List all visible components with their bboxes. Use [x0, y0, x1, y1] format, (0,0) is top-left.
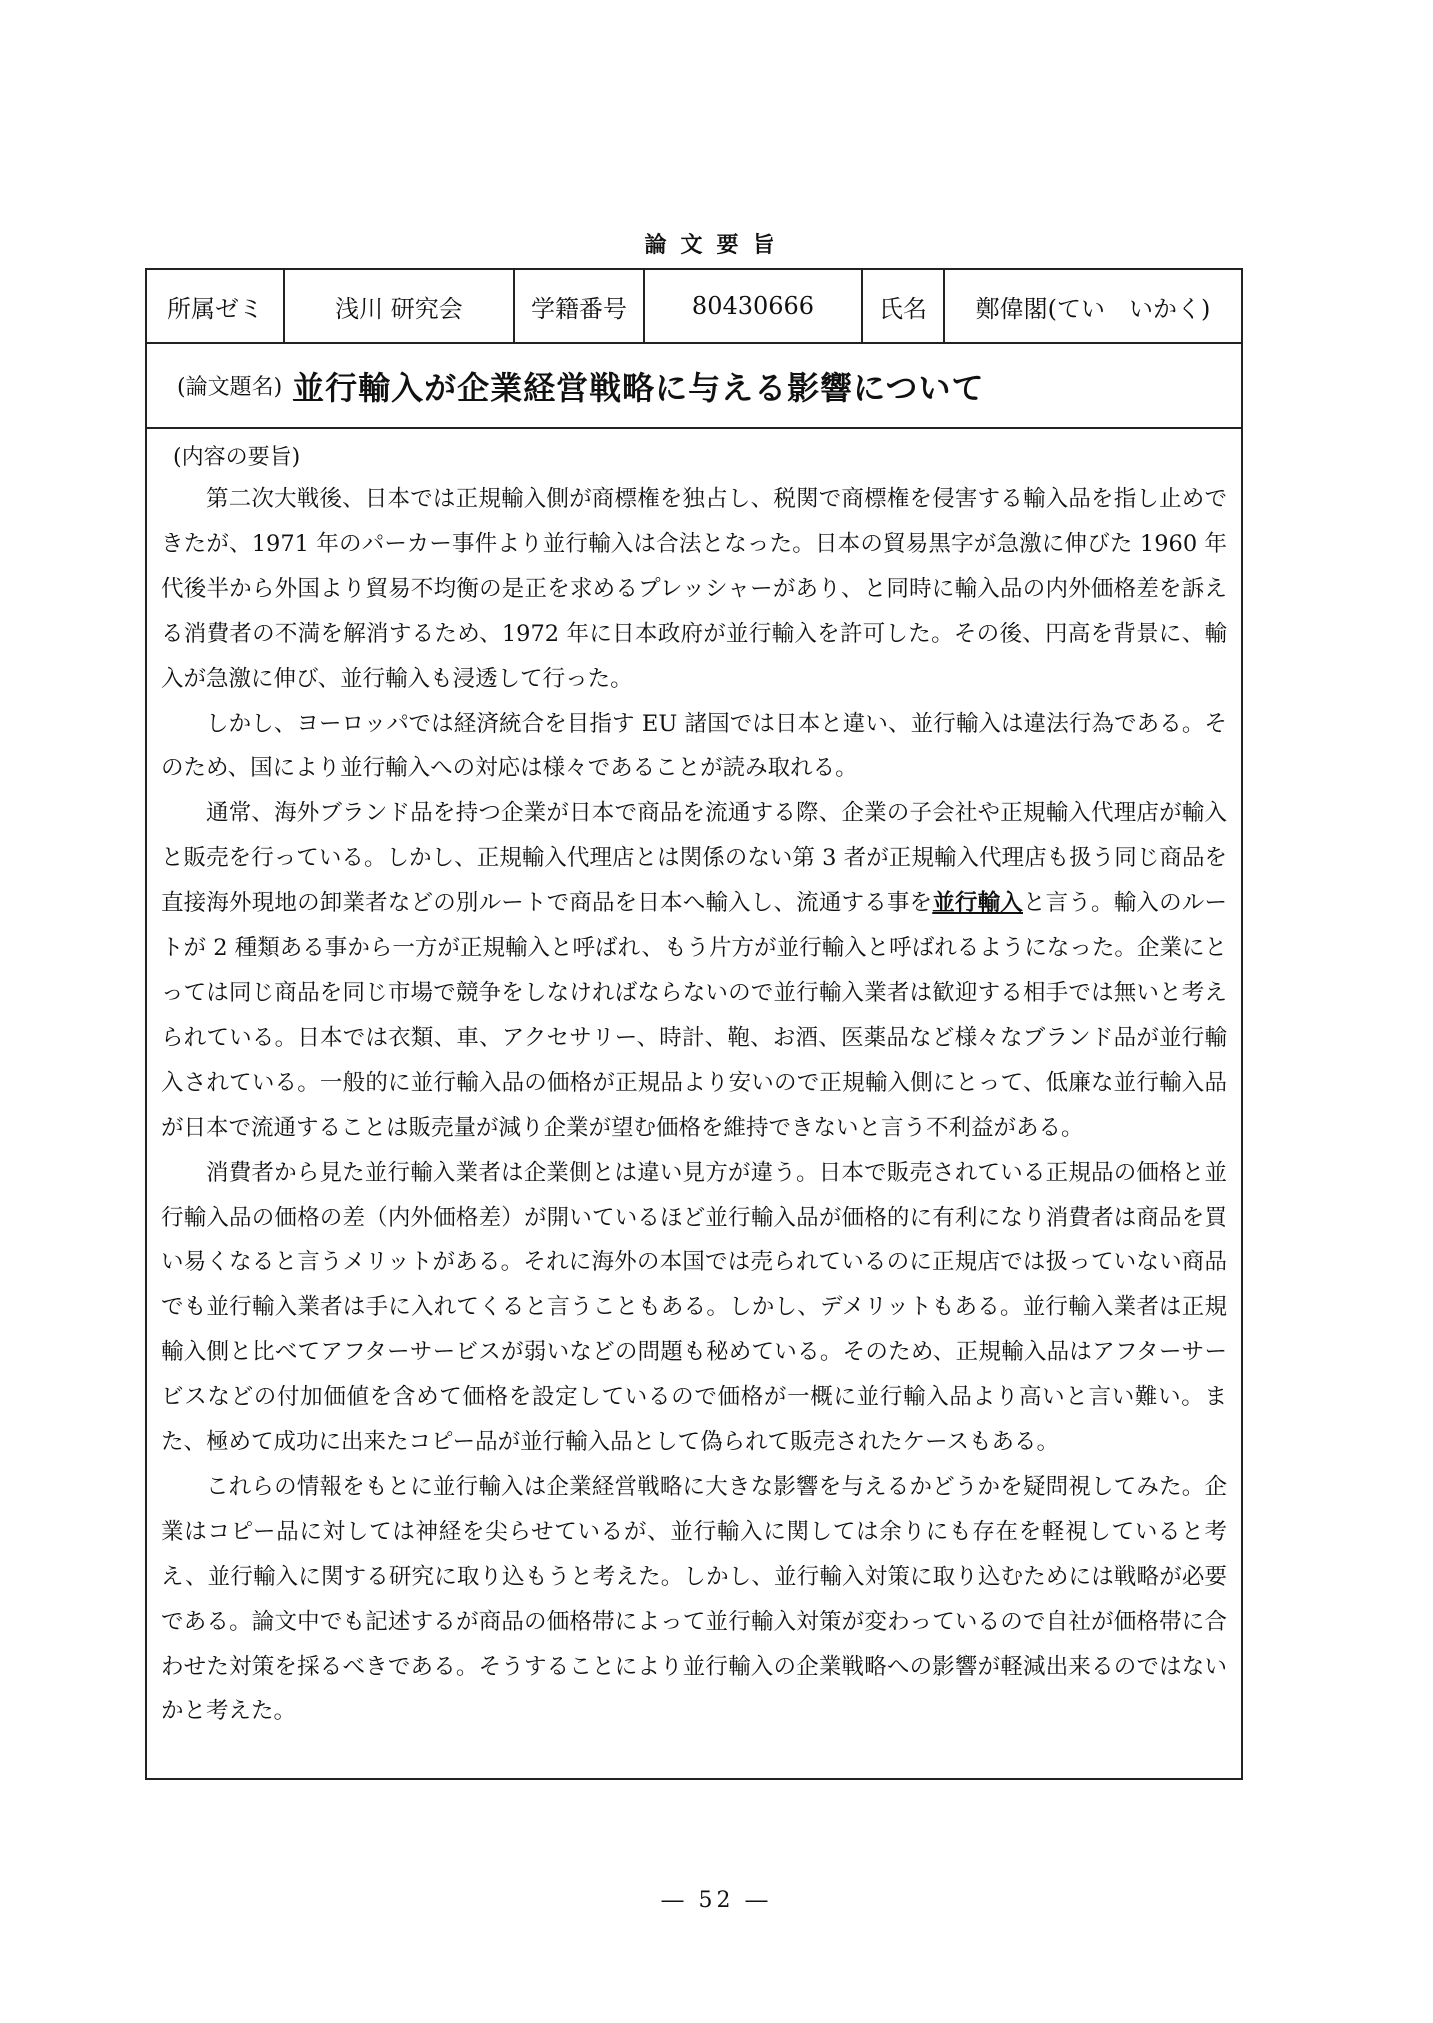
info-row — [147, 270, 1241, 344]
paragraph-3-part-b: と言う。輸入のルートが 2 種類ある事から一方が正規輸入と呼ばれ、もう片方が並行輸入と呼ばれるようになった。企業にとっては同じ商品を同じ市場で競争をしなければならないので並行輸入業者は歓迎する相手では無いと考えられている。日本では衣類、車、アクセサリー、時計、鞄、お酒、医薬品など様々なブランド品が並行輸入されている。一般的に並行輸入品の価格が正規品より安いので正規輸入側にとって、低廉な並行輸入品が日本で流通することは販売量が減り企業が望む価格を維持できないと言う不利益がある。 — [161, 890, 1227, 1141]
summary-paragraph-3 — [161, 791, 1227, 1150]
student-id-label: 学籍番号 — [515, 270, 645, 342]
summary-content — [147, 429, 1241, 1734]
summary-paragraph-1: 第二次大戦後、日本では正規輸入側が商標権を独占し、税関で商標権を侵害する輸入品を指し止めできたが、1971 年のパーカー事件より並行輸入は合法となった。日本の貿易黒字が急激に伸びた 1960 年代後半から外国より貿易不均衡の是正を求めるプレッシャーがあり、と同時に輸入品の内外価格差を訴える消費者の不満を解消するため、1972 年に日本政府が並行輸入を許可した。その後、円高を背景に、輸入が急激に伸び、並行輸入も浸透して行った。 — [161, 486, 1227, 692]
page-number: ― 52 ― — [661, 1888, 772, 1913]
summary-form — [145, 268, 1243, 1780]
seminar-label: 所属ゼミ — [147, 270, 285, 342]
summary-paragraph-5: これらの情報をもとに並行輸入は企業経営戦略に大きな影響を与えるかどうかを疑問視してみた。企業はコピー品に対しては神経を尖らせているが、並行輸入に関しては余りにも存在を軽視していると考え、並行輸入に関する研究に取り込もうと考えた。しかし、並行輸入対策に取り込むためには戦略が必要である。論文中でも記述するが商品の価格帯によって並行輸入対策が変わっているので自社が価格帯に合わせた対策を採るべきである。そうすることにより並行輸入の企業戦略への影響が軽減出来るのではないかと考えた。 — [161, 1473, 1227, 1725]
summary-paragraph-2: しかし、ヨーロッパでは経済統合を目指す EU 諸国では日本と違い、並行輸入は違法行為である。そのため、国により並行輸入への対応は様々であることが読み取れる。 — [161, 710, 1227, 782]
student-id-value: 80430666 — [645, 270, 863, 342]
name-label: 氏名 — [863, 270, 945, 342]
summary-paragraph-4: 消費者から見た並行輸入業者は企業側とは違い見方が違う。日本で販売されている正規品の価格と並行輸入品の価格の差（内外価格差）が開いているほど並行輸入品が価格的に有利になり消費者は商品を買い易くなると言うメリットがある。それに海外の本国では売られているのに正規店では扱っていない商品でも並行輸入業者は手に入れてくると言うこともある。しかし、デメリットもある。並行輸入業者は正規輸入側と比べてアフターサービスが弱いなどの問題も秘めている。そのため、正規輸入品はアフターサービスなどの付加価値を含めて価格を設定しているので価格が一概に並行輸入品より高いと言い難い。また、極めて成功に出来たコピー品が並行輸入品として偽られて販売されたケースもある。 — [161, 1159, 1227, 1456]
content-label: (内容の要旨) — [173, 445, 301, 470]
paragraph-3-part-a: 通常、海外ブランド品を持つ企業が日本で商品を流通する際、企業の子会社や正規輸入代理店が輸入と販売を行っている。しかし、正規輸入代理店とは関係のない第 3 者が正規輸入代理店も扱う同じ商品を直接海外現地の卸業者などの別ルートで商品を日本へ輸入し、流通する事を — [161, 800, 1227, 917]
thesis-title: 並行輸入が企業経営戦略に与える影響について — [292, 368, 985, 407]
page-heading: 論文要旨 — [644, 232, 789, 258]
thesis-title-row — [147, 344, 1241, 429]
seminar-value: 浅川 研究会 — [285, 270, 515, 342]
thesis-title-prefix: (論文題名) — [177, 375, 283, 400]
parallel-import-term: 並行輸入 — [932, 890, 1023, 917]
name-value: 鄭偉閣(てい いかく) — [975, 294, 1211, 323]
